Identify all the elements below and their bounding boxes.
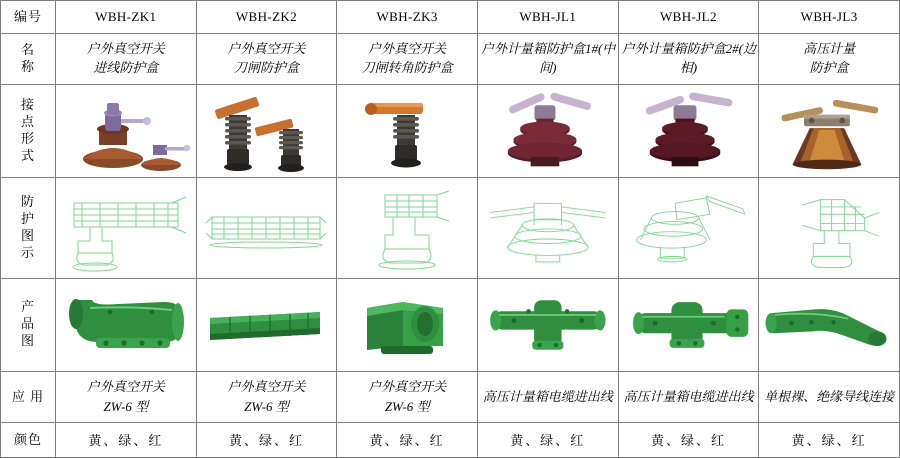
protective-cover-outline-tee-icon [481, 180, 615, 275]
color-cell: 黄、绿、红 [56, 422, 197, 457]
model-code-cell: WBH-JL1 [477, 1, 618, 34]
green-long-arm-cover-icon [762, 281, 896, 369]
green-tee-cover-icon [481, 281, 615, 369]
diagram-cell [759, 178, 900, 278]
row-label-application-line: 应 [11, 388, 26, 404]
row-label-product-line: 产 [20, 299, 35, 315]
name-cell [337, 34, 478, 85]
name-line: 进线防护盒 [93, 60, 159, 76]
diagram-cell [196, 178, 337, 278]
name-line: 户外真空开关 [86, 41, 165, 57]
row-label-diagram-line: 护 [20, 211, 35, 227]
color-cell: 黄、绿、红 [477, 422, 618, 457]
row-label-diagram [1, 178, 56, 278]
row-label-contacts [1, 85, 56, 178]
application-line: ZW-6 型 [103, 398, 149, 414]
product-photo-cell [477, 278, 618, 371]
application-cell [759, 371, 900, 422]
name-cell [56, 34, 197, 85]
name-line: 防护盒 [809, 60, 849, 76]
name-cell [477, 34, 618, 85]
insulator-side-connector-icon [622, 87, 756, 175]
diagram-cell [618, 178, 759, 278]
name-line: 户外计量箱防护盒1#(中 [480, 41, 616, 57]
row-label-product [1, 278, 56, 371]
contacts-photo-cell [477, 85, 618, 178]
name-cell [618, 34, 759, 85]
protective-cover-outline-bar-icon [200, 180, 334, 275]
green-side-cover-icon [622, 281, 756, 369]
row-label-application [1, 371, 56, 422]
row-label-diagram-line: 示 [20, 244, 35, 260]
color-cell: 黄、绿、红 [618, 422, 759, 457]
application-line: 高压计量箱电缆进出线 [482, 389, 613, 405]
protective-cover-outline-side-icon [622, 180, 756, 275]
application-line: ZW-6 型 [384, 398, 430, 414]
row-label-name [1, 34, 56, 85]
application-cell [56, 371, 197, 422]
application-line: ZW-6 型 [244, 398, 289, 414]
application-line: 户外真空开关 [227, 379, 306, 395]
name-line: 相) [679, 60, 698, 76]
product-photo-cell [618, 278, 759, 371]
row-label-name-line: 名 [20, 42, 35, 58]
product-photo-cell [759, 278, 900, 371]
application-line: 户外真空开关 [86, 379, 165, 395]
application-cell [337, 371, 478, 422]
contacts-photo-cell [56, 85, 197, 178]
green-elbow-cover-icon [59, 281, 193, 369]
model-code-cell: WBH-ZK3 [337, 1, 478, 34]
application-cell [618, 371, 759, 422]
model-code-cell: WBH-ZK1 [56, 1, 197, 34]
row-label-color: 颜色 [1, 422, 56, 457]
insulator-tee-connector-icon [481, 87, 615, 175]
name-line: 高压计量 [803, 41, 856, 57]
product-photo-cell [196, 278, 337, 371]
contacts-photo-cell [618, 85, 759, 178]
row-label-diagram-line: 防 [20, 194, 35, 210]
color-cell: 黄、绿、红 [337, 422, 478, 457]
contacts-photo-cell [337, 85, 478, 178]
table-row-code [1, 1, 900, 34]
disconnector-corner-icon [340, 87, 474, 175]
row-label-code: 编号 [1, 1, 56, 34]
product-photo-cell [56, 278, 197, 371]
table-row-diagram [1, 178, 900, 278]
color-cell: 黄、绿、红 [196, 422, 337, 457]
name-line: 户外真空开关 [227, 41, 306, 57]
row-label-diagram-line: 图 [20, 227, 35, 243]
diagram-cell [477, 178, 618, 278]
row-label-contacts-line: 点 [20, 114, 35, 130]
diagram-cell [337, 178, 478, 278]
application-line: 高压计量箱电缆进出线 [623, 389, 754, 405]
contacts-photo-cell [759, 85, 900, 178]
row-label-contacts-line: 接 [20, 97, 35, 113]
table-row-application [1, 371, 900, 422]
name-line: 刀闸转角防护盒 [361, 60, 453, 76]
diagram-cell [56, 178, 197, 278]
row-label-contacts-line: 形 [20, 131, 35, 147]
disconnector-blade-pair-icon [200, 87, 334, 175]
model-code-cell: WBH-ZK2 [196, 1, 337, 34]
application-line: 单根裸、绝缘导线连接 [764, 389, 895, 405]
color-cell: 黄、绿、红 [759, 422, 900, 457]
row-label-contacts-line: 式 [20, 148, 35, 164]
row-label-product-line: 品 [20, 316, 35, 332]
table-row-contacts [1, 85, 900, 178]
table-row-name [1, 34, 900, 85]
application-cell [477, 371, 618, 422]
name-line: 刀闸防护盒 [233, 60, 299, 76]
row-label-application-line: 用 [30, 388, 45, 404]
row-label-name-line: 称 [20, 59, 35, 75]
table-row-color [1, 422, 900, 457]
name-line: 间) [539, 60, 557, 76]
product-photo-cell [337, 278, 478, 371]
protective-cover-outline-long-icon [762, 180, 896, 275]
table-row-product [1, 278, 900, 371]
green-bar-cover-icon [200, 281, 334, 369]
application-cell [196, 371, 337, 422]
application-line: 户外真空开关 [368, 379, 447, 395]
protective-cover-outline-l-shape-icon [59, 180, 193, 275]
insulator-bushing-pair-icon [59, 87, 193, 175]
name-cell [196, 34, 337, 85]
name-cell [759, 34, 900, 85]
name-line: 户外计量箱防护盒2#(边 [621, 41, 756, 57]
row-label-product-line: 图 [20, 333, 35, 349]
protective-cover-outline-corner-icon [340, 180, 474, 275]
green-corner-cover-icon [340, 281, 474, 369]
insulator-cone-clamp-icon [762, 87, 896, 175]
name-line: 户外真空开关 [368, 41, 447, 57]
contacts-photo-cell [196, 85, 337, 178]
model-code-cell: WBH-JL2 [618, 1, 759, 34]
model-code-cell: WBH-JL3 [759, 1, 900, 34]
